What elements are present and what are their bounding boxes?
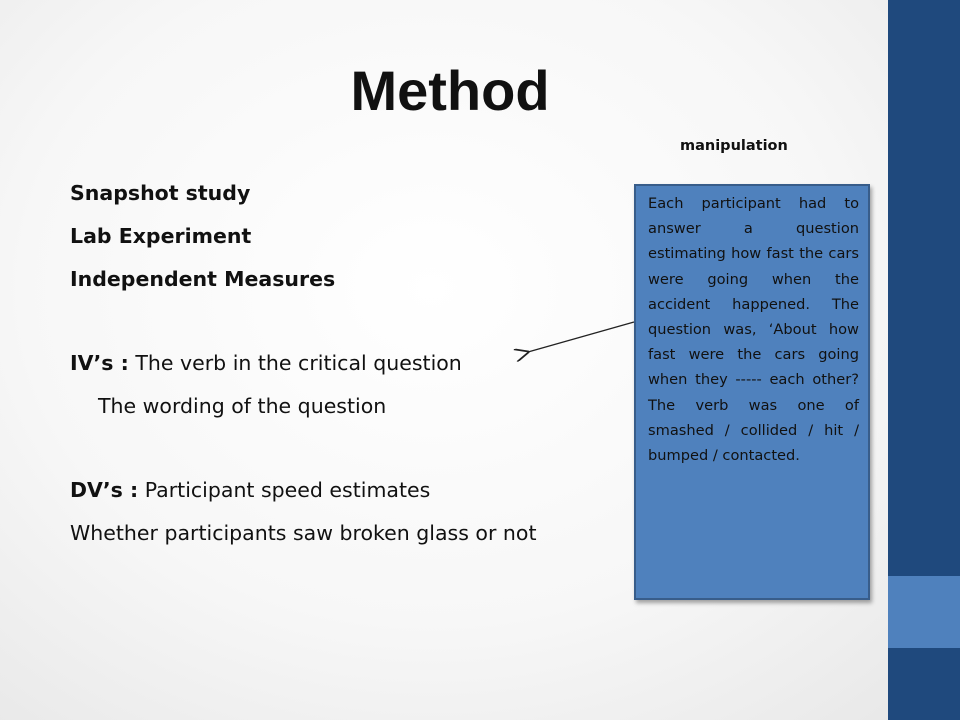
spacer — [70, 428, 630, 469]
dv-text: Participant speed estimates — [138, 478, 431, 502]
spacer — [70, 301, 630, 342]
iv-continuation: The wording of the question — [98, 394, 387, 418]
slide-title: Method — [350, 59, 550, 122]
iv-line — [70, 342, 630, 385]
manipulation-caption: manipulation — [680, 138, 788, 154]
iv-label: IV’s : — [70, 351, 129, 375]
sidebar-accent-block — [888, 576, 960, 648]
dv-label: DV’s : — [70, 478, 139, 502]
design-line-lab: Lab Experiment — [70, 224, 252, 248]
dv-continuation: Whether participants saw broken glass or not — [70, 521, 537, 545]
manipulation-callout-box: Each participant had to answer a question estimating how fast the cars were going when the accident happened. The question was, ‘About how fast were the cars going when they ----- each other? The verb was one of smashed / collided / hit / bumped / contacted. — [634, 184, 870, 600]
design-line-snapshot: Snapshot study — [70, 181, 251, 205]
iv-text: The verb in the critical question — [128, 351, 462, 375]
design-line-measures: Independent Measures — [70, 267, 336, 291]
slide-body — [70, 172, 630, 555]
dv-line — [70, 469, 630, 512]
